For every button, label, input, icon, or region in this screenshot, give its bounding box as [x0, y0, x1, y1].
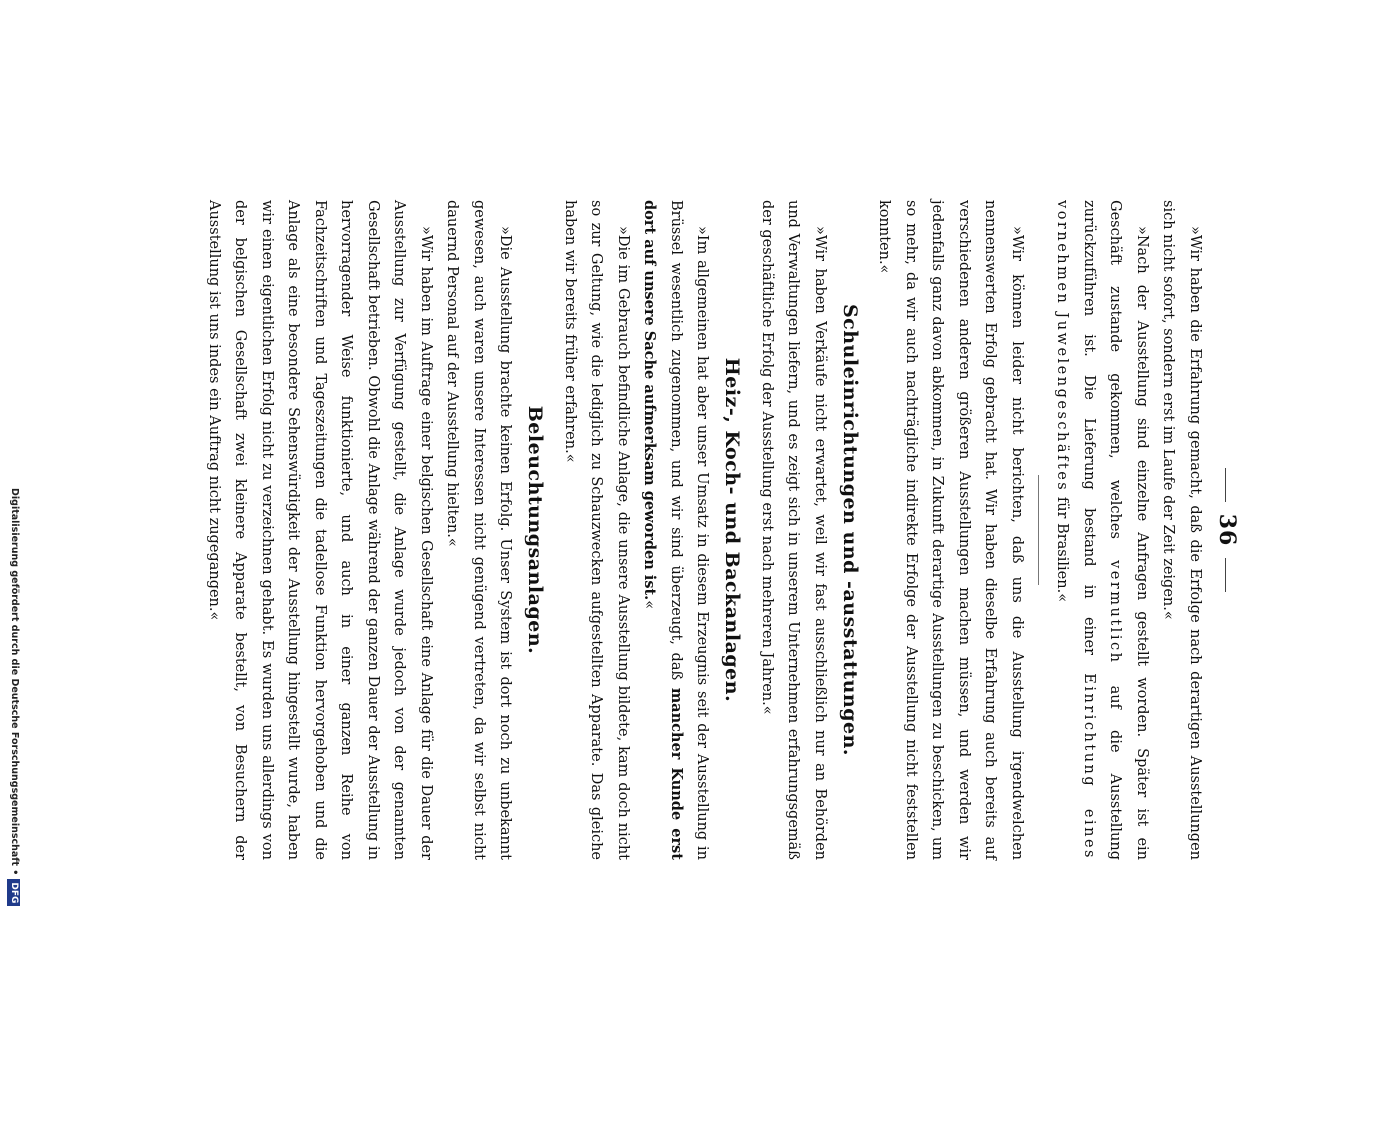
paragraph-intro-2-part-b: auf die Ausstellung zurückzuführen ist. Die Lieferung bestand in einer: [1081, 200, 1124, 861]
paragraph-intro-2-spaced-1: vermutlich: [1107, 560, 1124, 665]
paragraph-heiz-1-bold: mancher Kunde erst dort auf unsere Sache aufmerksam geworden ist.: [641, 200, 685, 860]
dfg-logo: DFG: [7, 879, 20, 906]
paragraph-beleuchtung-2: »Wir haben im Auftrage einer belgischen Gesellschaft eine Anlage für die Dauer der Ausstellung zur Verfügung gestellt, die Anlage wurde jedoch von der genannten Gesellschaft betrieben. Obwohl die Anlage während der ganzen Dauer der Ausstellung in hervorragender Weise funktionierte, und auch in einer ganzen Reihe von Fachzeitschriften und Tageszeitungen die tadellose Funktion hervorgehoben und die Anlage als eine besondere Sehenswürdigkeit der Ausstellung hingestellt wurde, haben wir einen eigentlichen Erfolg nicht zu verzeichnen gehabt. Es wurden uns allerdings von der belgischen Gesellschaft zwei kleinere Apparate bestellt, von Besuchern der Ausstellung ist uns indes ein Auftrag nicht zugegangen.«: [206, 200, 434, 860]
paragraph-beleuchtung-1: »Die Ausstellung brachte keinen Erfolg. Unser System ist dort noch zu unbekannt gewesen, auch waren unsere Interessen nicht genügend vertreten, da wir selbst nicht dauernd Personal auf der Ausstellung hielten.«: [444, 200, 514, 860]
paragraph-heiz-1-part-b: «: [641, 600, 658, 610]
footer-text: Digitalisierung gefördert durch die Deutsche Forschungsgemeinschaft •: [9, 488, 20, 876]
paragraph-intro-2-spaced-2: Einrichtung eines vornehmen Juwelengeschäftes: [1054, 200, 1097, 861]
page-number-right-rule: [1226, 558, 1227, 592]
page-number-left-rule: [1226, 468, 1227, 502]
paragraph-intro-1: »Wir haben die Erfahrung gemacht, daß die Erfolge nach derartigen Ausstellungen sich nicht sofort, sondern erst im Laufe der Zeit zeigen.«: [1160, 200, 1203, 860]
paragraph-schule-1: »Wir haben Verkäufe nicht erwartet, weil wir fast ausschließlich nur an Behörden und Verwaltungen liefern, und es zeigt sich in unserem Unternehmen erfahrungsgemäß der geschäftliche Erfolg der Ausstellung erst nach mehreren Jahren.«: [759, 200, 828, 860]
heading-heiz-koch-backanlagen: Heiz-, Koch- und Backanlagen.: [721, 357, 744, 703]
heading-beleuchtungsanlagen: Beleuchtungsanlagen.: [524, 405, 547, 655]
paragraph-intro-3: »Wir können leider nicht berichten, daß uns die Ausstellung irgendwelchen nennenswerten Erfolg gebracht hat. Wir haben dieselbe Erfahrung auch bereits auf verschiedenen anderen größeren Ausstellungen machen müssen, und werden wir jedenfalls ganz davon abkommen, in Zukunft derartige Ausstellungen zu beschicken, um so mehr, da wir auch nachträgliche indirekte Erfolge der Ausstellung nicht feststellen konnten.«: [876, 200, 1025, 860]
paragraph-heiz-1: [636, 200, 716, 860]
digitization-footer: [4, 488, 20, 1148]
paragraph-intro-2-part-c: für Brasilien.«: [1054, 496, 1071, 603]
paragraph-intro-2-part-a: »Nach der Ausstellung sind einzelne Anfragen gestellt worden. Später ist ein Geschäft zustande gekommen, welches: [1107, 200, 1150, 860]
page-content: [130, 200, 1240, 860]
page-number: [1214, 200, 1240, 860]
paragraph-heiz-1-part-a: »Im allgemeinen hat aber unser Umsatz in diesem Erzeugnis seit der Ausstellung in Brüssel wesentlich zugenommen, und wir sind überzeugt, daß: [668, 200, 711, 860]
separator-rule: [1038, 475, 1039, 585]
heading-schuleinrichtungen: Schuleinrichtungen und -ausstattungen.: [839, 303, 861, 757]
paragraph-heiz-2: »Die im Gebrauch befindliche Anlage, die unsere Ausstellung bildete, kam doch nicht so zur Geltung, wie die lediglich zu Schauzwecken aufgestellten Apparate. Das gleiche haben wir bereits früher erfahren.«: [562, 200, 631, 860]
page-number-text: 36: [1214, 513, 1240, 547]
paragraph-intro-2: [1049, 200, 1155, 860]
